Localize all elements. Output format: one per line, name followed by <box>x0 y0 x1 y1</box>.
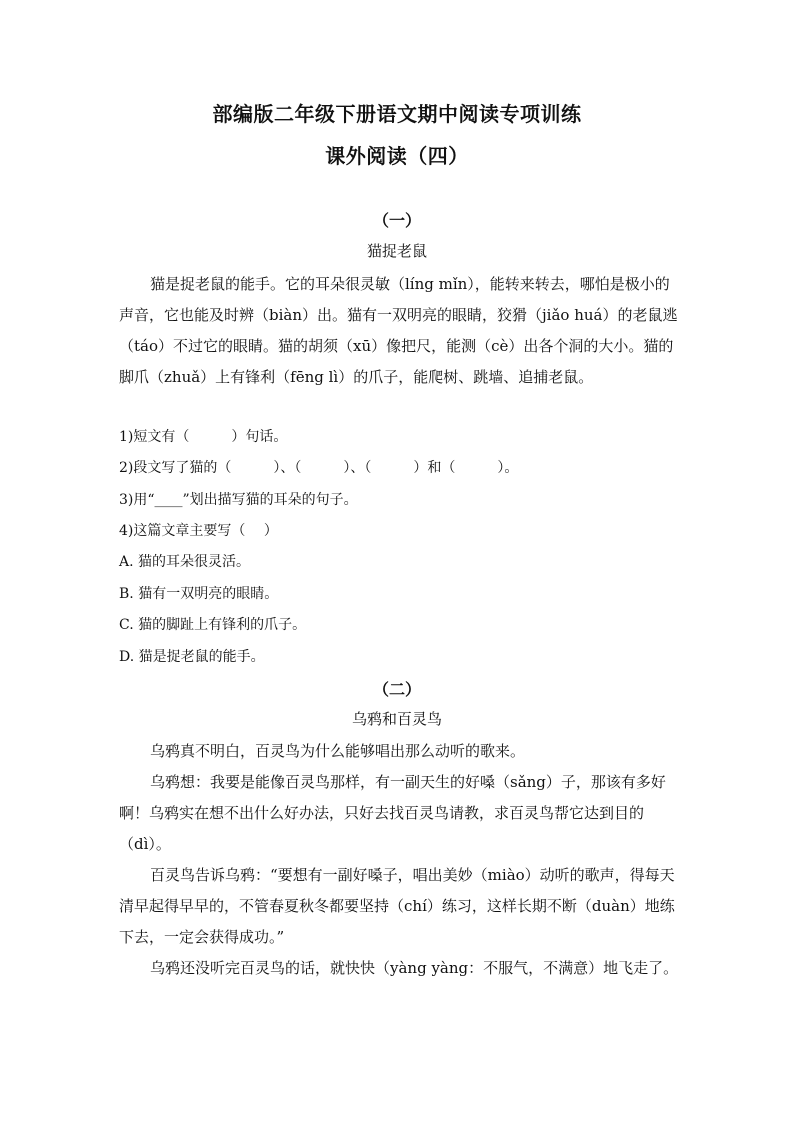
question-3: 3)用“____”划出描写猫的耳朵的句子。 <box>119 492 358 508</box>
section-2-paragraph-4: 乌鸦还没听完百灵鸟的话，就快快（yàng yàng：不服气，不满意）地飞走了。 <box>150 959 679 977</box>
question-2: 2)段文写了猫的（ ）、（ ）、（ ）和（ ）。 <box>119 460 519 476</box>
option-d: D. 猫是捉老鼠的能手。 <box>119 649 265 665</box>
option-c: C. 猫的脚趾上有锋利的爪子。 <box>119 617 307 633</box>
option-a: A. 猫的耳朵很灵活。 <box>119 554 251 570</box>
question-4: 4)这篇文章主要写（ ） <box>119 523 278 539</box>
question-1: 1)短文有（ ）句话。 <box>119 429 288 445</box>
section-2-paragraph-1: 乌鸦真不明白，百灵鸟为什么能够唱出那么动听的歌来。 <box>150 742 526 760</box>
page-subtitle: 课外阅读（四） <box>325 144 469 168</box>
section-1-title: 猫捉老鼠 <box>366 242 427 260</box>
section-2-number: （二） <box>372 680 421 699</box>
section-2-title: 乌鸦和百灵鸟 <box>351 710 442 728</box>
section-1-number: （一） <box>372 211 421 230</box>
section-1-paragraph: 猫是捉老鼠的能手。它的耳朵很灵敏（líng mǐn），能转来转去，哪怕是极小的声音，它也能及时辨（biàn）出。猫有一双明亮的眼睛，狡猾（jiǎo huá）的老鼠逃（táo）不过它的眼睛。猫的胡须（xū）像把尺，能测（cè）出各个洞的大小。猫的脚爪（zhuǎ）上有锋利（fēng lì）的爪子，能爬树、跳墙、追捕老鼠。 <box>119 275 678 386</box>
option-b: B. 猫有一双明亮的眼睛。 <box>119 586 279 602</box>
section-2-paragraph-2: 乌鸦想：我要是能像百灵鸟那样，有一副天生的好嗓（sǎng）子，那该有多好啊！乌鸦实在想不出什么好办法，只好去找百灵鸟请教，求百灵鸟帮它达到目的（dì）。 <box>119 773 666 853</box>
page-title: 部编版二年级下册语文期中阅读专项训练 <box>212 102 582 126</box>
section-2-paragraph-3: 百灵鸟告诉乌鸦：“要想有一副好嗓子，唱出美妙（miào）动听的歌声，得每天清早起得早早的，不管春夏秋冬都要坚持（chí）练习，这样长期不断（duàn）地练下去，一定会获得成功。” <box>119 866 675 946</box>
